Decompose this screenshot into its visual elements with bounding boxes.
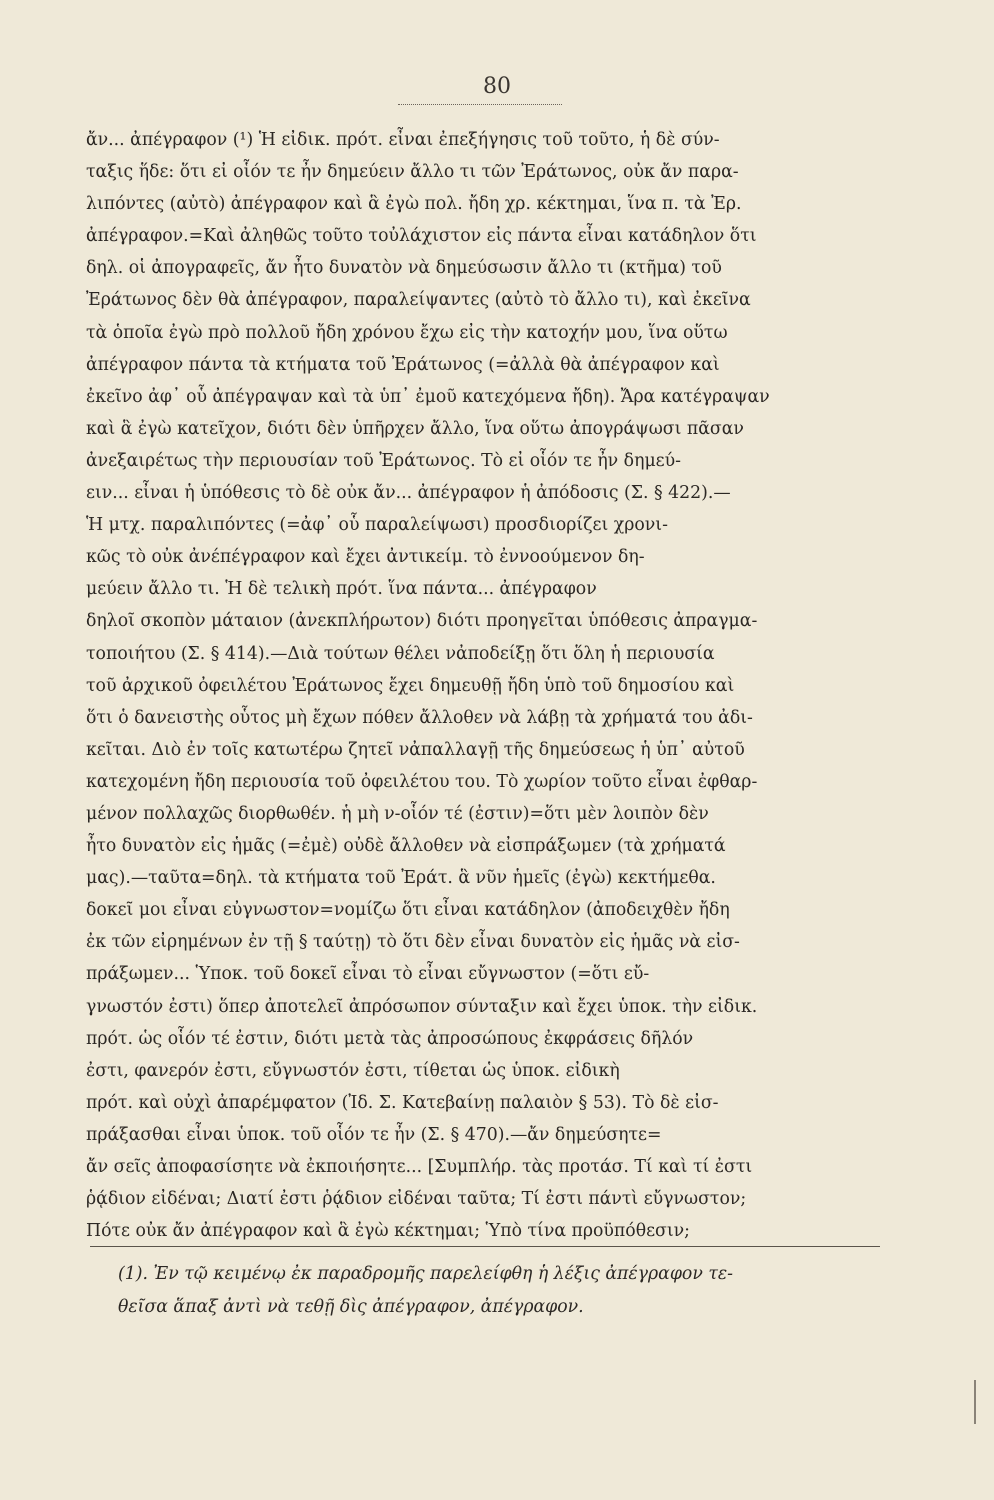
text-line: ἀπέγραφον πάντα τὰ κτήματα τοῦ Ἐράτωνος (=ἀλλὰ θὰ ἀπέγραφον καὶ [86,354,720,375]
page-edge-mark [974,1380,976,1424]
text-line: ἄν... ἀπέγραφον (¹) Ἡ εἰδικ. πρότ. εἶναι ἐπεξήγησις τοῦ τοῦτο, ἡ δὲ σύν- [86,130,720,150]
header-rule [398,104,562,105]
text-line: ὅτι ὁ δανειστὴς οὗτος μὴ ἔχων πόθεν ἄλλοθεν νὰ λάβῃ τὰ χρήματά του ἀδι- [86,707,753,728]
text-line: μένον πολλαχῶς διορθωθέν. ἡ μὴ ν-οἷόν τέ (ἐστιν)=ὅτι μὲν λοιπὸν δὲν [86,803,709,824]
text-line: τὰ ὁποῖα ἐγὼ πρὸ πολλοῦ ἤδη χρόνου ἔχω εἰς τὴν κατοχήν μου, ἵνα οὕτω [86,322,728,343]
text-line: τοποιήτου (Σ. § 414).—Διὰ τούτων θέλει νἀποδείξῃ ὅτι ὅλη ἡ περιουσία [86,643,715,664]
text-line: ἀπέγραφον.=Καὶ ἀληθῶς τοῦτο τοὐλάχιστον εἰς πάντα εἶναι κατάδηλον ὅτι [86,226,757,247]
text-line: τοῦ ἀρχικοῦ ὀφειλέτου Ἐράτωνος ἔχει δημευθῇ ἤδη ὑπὸ τοῦ δημοσίου καὶ [86,675,735,696]
text-line: ἐστι, φανερόν ἐστι, εὔγνωστόν ἐστι, τίθεται ὡς ὑποκ. εἰδικὴ [86,1060,620,1081]
text-line: ἀνεξαιρέτως τὴν περιουσίαν τοῦ Ἐράτωνος. Τὸ εἰ οἷόν τε ἦν δημεύ- [86,450,681,471]
text-line: πρότ. καὶ οὐχὶ ἀπαρέμφατον (Ἰδ. Σ. Κατεβαίνῃ παλαιὸν § 53). Τὸ δὲ εἰσ- [86,1092,719,1113]
text-line: κῶς τὸ οὐκ ἀνέπέγραφον καὶ ἔχει ἀντικείμ. τὸ ἐννοούμενον δη- [86,547,645,568]
text-line: μεύειν ἄλλο τι. Ἡ δὲ τελικὴ πρότ. ἵνα πάντα... ἀπέγραφον [86,579,597,600]
text-line: μας).—ταῦτα=δηλ. τὰ κτήματα τοῦ Ἐράτ. ἃ νῦν ἡμεῖς (ἐγὼ) κεκτήμεθα. [86,868,716,889]
text-line: Ἐράτωνος δὲν θὰ ἀπέγραφον, παραλείψαντες (αὐτὸ τὸ ἄλλο τι), καὶ ἐκεῖνα [86,290,751,311]
text-line: ἐκεῖνο ἀφ᾽ οὗ ἀπέγραψαν καὶ τὰ ὑπ᾽ ἐμοῦ κατεχόμενα ἤδη). Ἄρα κατέγραψαν [86,386,770,407]
text-line: Πότε οὐκ ἄν ἀπέγραφον καὶ ἃ ἐγὼ κέκτημαι; Ὑπὸ τίνα προϋπόθεσιν; [86,1221,690,1242]
text-line: λιπόντες (αὐτὸ) ἀπέγραφον καὶ ἃ ἐγὼ πολ. ἤδη χρ. κέκτημαι, ἵνα π. τὰ Ἐρ. [86,194,742,215]
text-line: πρότ. ὡς οἷόν τέ ἐστιν, διότι μετὰ τὰς ἀπροσώπους ἐκφράσεις δῆλόν [86,1028,694,1049]
page-number: 80 [483,74,511,99]
footnote-separator [90,1246,880,1247]
text-line: ἦτο δυνατὸν εἰς ἡμᾶς (=ἐμὲ) οὐδὲ ἄλλοθεν νὰ εἰσπράξωμεν (τὰ χρήματά [86,836,726,857]
text-line: δοκεῖ μοι εἶναι εὐγνωστον=νομίζω ὅτι εἶναι κατάδηλον (ἀποδειχθὲν ἤδη [86,900,730,921]
text-line: κατεχομένη ἤδη περιουσία τοῦ ὀφειλέτου του. Τὸ χωρίον τοῦτο εἶναι ἐφθαρ- [86,771,758,792]
text-line: κεῖται. Διὸ ἐν τοῖς κατωτέρω ζητεῖ νἀπαλλαγῇ τῆς δημεύσεως ἡ ὑπ᾽ αὐτοῦ [86,739,745,760]
body-text [86,124,878,1247]
text-line: Ἡ μτχ. παραλιπόντες (=ἀφ᾽ οὗ παραλείψωσι) προσδιορίζει χρονι- [86,515,668,536]
text-line: δηλοῖ σκοπὸν μάταιον (ἀνεκπλήρωτον) διότι προηγεῖται ὑπόθεσις ἀπραγμα- [86,611,758,632]
text-line: ῥᾴδιον εἰδέναι; Διατί ἐστι ῥᾴδιον εἰδέναι ταῦτα; Τί ἐστι πάντὶ εὔγνωστον; [86,1189,747,1210]
text-line: ειν... εἶναι ἡ ὑπόθεσις τὸ δὲ οὐκ ἄν... ἀπέγραφον ἡ ἀπόδοσις (Σ. § 422).— [86,483,731,504]
footnote [118,1258,898,1324]
text-line: πράξασθαι εἶναι ὑποκ. τοῦ οἷόν τε ἦν (Σ. § 470).—ἄν δημεύσητε= [86,1124,662,1145]
footnote-line: (1). Ἐν τῷ κειμένῳ ἐκ παραδρομῆς παρελείφθη ἡ λέξις ἀπέγραφον τε- [118,1264,733,1284]
footnote-line: θεῖσα ἅπαξ ἀντὶ νὰ τεθῇ δὶς ἀπέγραφον, ἀπέγραφον. [118,1297,584,1317]
text-line: ἐκ τῶν εἰρημένων ἐν τῇ § ταύτῃ) τὸ ὅτι δὲν εἶναι δυνατὸν εἰς ἡμᾶς νὰ εἰσ- [86,932,740,953]
text-line: ἄν σεῖς ἀποφασίσητε νὰ ἐκποιήσητε... [Συμπλήρ. τὰς προτάσ. Τί καὶ τί ἐστι [86,1157,753,1177]
text-line: πράξωμεν... Ὑποκ. τοῦ δοκεῖ εἶναι τὸ εἶναι εὔγνωστον (=ὅτι εὔ- [86,964,650,985]
text-line: γνωστόν ἐστι) ὅπερ ἀποτελεῖ ἀπρόσωπον σύνταξιν καὶ ἔχει ὑποκ. τὴν εἰδικ. [86,996,758,1017]
text-line: καὶ ἃ ἐγὼ κατεῖχον, διότι δὲν ὑπῆρχεν ἄλλο, ἵνα οὕτω ἀπογράψωσι πᾶσαν [86,418,744,439]
text-line: δηλ. οἱ ἀπογραφεῖς, ἄν ἦτο δυνατὸν νὰ δημεύσωσιν ἄλλο τι (κτῆμα) τοῦ [86,258,722,279]
text-line: ταξις ἥδε: ὅτι εἰ οἷόν τε ἦν δημεύειν ἄλλο τι τῶν Ἐράτωνος, οὐκ ἄν παρα- [86,162,739,183]
